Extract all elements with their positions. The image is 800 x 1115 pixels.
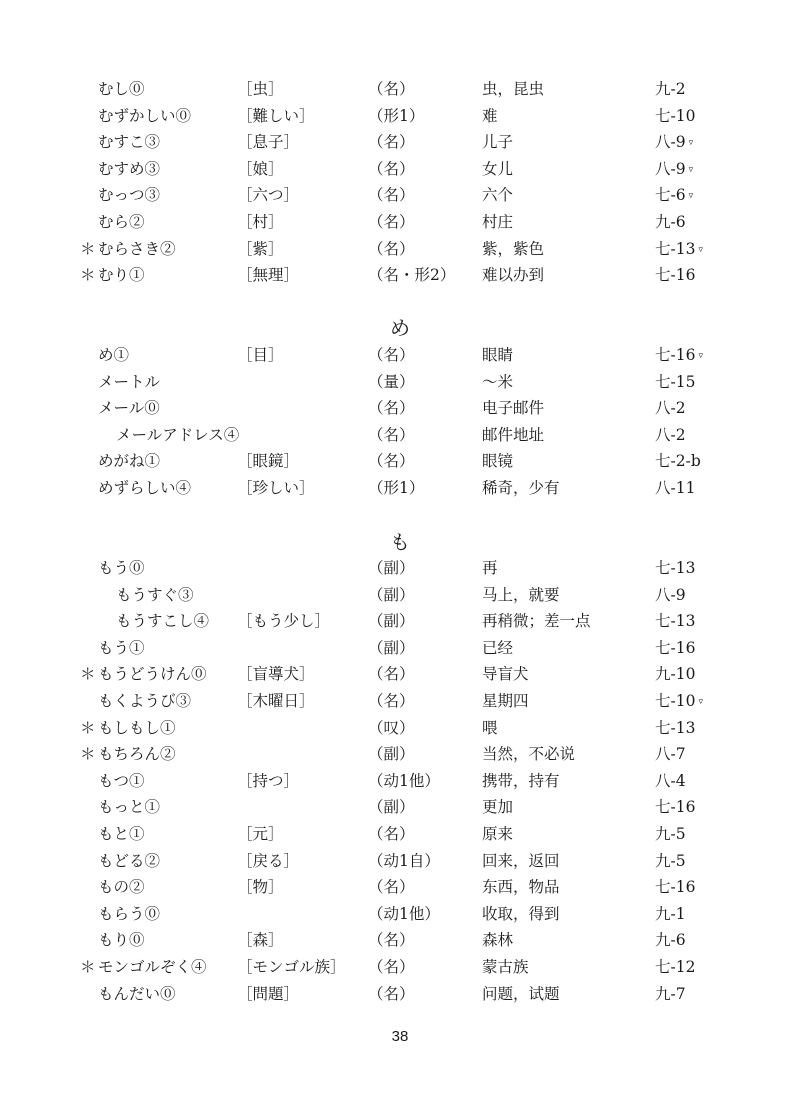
entry-lesson-text: 八-7 [655,745,686,764]
entry-lesson [655,635,698,663]
entry-lesson [655,342,703,370]
entry-row [0,448,800,475]
entry-meaning: 稀奇，少有 [482,478,560,497]
entry-meaning: 电子邮件 [482,399,545,418]
entry-kanji: ［持つ］ [237,771,300,790]
entry-kanji: ［村］ [237,212,284,231]
entry-meaning: 邮件地址 [482,425,545,444]
entry-lesson [655,848,689,876]
entry-meaning: ～米 [482,372,514,391]
entry-lesson-text: 八-9 [655,585,686,604]
entry-row [0,262,800,289]
entry-meaning: 当然，不必说 [482,745,576,764]
entry-row [0,635,800,662]
entry-lesson-text: 七-16 [655,878,696,897]
entry-row [0,129,800,156]
entry-list-mo [0,555,800,1007]
entry-word: もつ① [98,771,145,790]
entry-lesson [655,369,698,397]
entry-part-of-speech: （名） [368,399,415,418]
entry-word: もらう⓪ [98,904,161,923]
entry-meaning: 眼镜 [482,452,514,471]
entry-row [0,741,800,768]
entry-kanji: ［眼鏡］ [237,452,300,471]
entry-meaning: 难 [482,106,498,125]
entry-row [0,182,800,209]
entry-word: むら② [98,212,145,231]
entry-meaning: 眼睛 [482,346,514,364]
entry-word: メートル [98,372,161,391]
entry-word: メール⓪ [98,399,160,418]
entry-part-of-speech: （名） [368,878,415,897]
entry-lesson [655,981,689,1009]
entry-lesson-text: 八-9 [655,159,686,178]
entry-lesson [655,182,693,210]
entry-row [0,475,800,502]
entry-part-of-speech: （名） [368,957,415,976]
entry-part-of-speech: （名） [368,159,415,178]
entry-kanji: ［盲導犬］ [237,665,315,684]
entry-lesson-text: 九-1 [655,904,686,923]
entry-meaning: 更加 [482,798,514,817]
entry-word: もう⓪ [98,559,145,577]
entry-row [0,209,800,236]
entry-meaning: 马上，就要 [482,585,560,604]
entry-meaning: 女儿 [482,159,514,178]
entry-lesson-text: 七-16 [655,266,696,285]
triangle-mark-icon: ▿ [698,244,703,255]
entry-kanji: ［元］ [237,824,284,843]
entry-star-mark: ＊ [80,665,96,684]
entry-row [0,848,800,875]
entry-lesson [655,821,689,849]
entry-lesson [655,103,698,131]
section-heading-me: め [390,316,410,340]
entry-part-of-speech: （名） [368,824,415,843]
entry-lesson [655,741,689,769]
entry-part-of-speech: （名） [368,346,415,364]
entry-part-of-speech: （名） [368,931,415,950]
entry-lesson-text: 九-10 [655,665,696,684]
entry-row [0,688,800,715]
section-me [0,342,800,502]
entry-kanji: ［珍しい］ [237,478,315,497]
entry-lesson-text: 七-16 [655,638,696,657]
entry-star-mark: ＊ [80,239,96,258]
entry-lesson-text: 七-16 [655,346,696,364]
entry-star-mark: ＊ [80,745,96,764]
entry-row [0,342,800,369]
entry-lesson [655,954,698,982]
entry-word: もうどうけん⓪ [98,665,207,684]
entry-meaning: 喂 [482,718,498,737]
entry-part-of-speech: （形1） [368,106,425,125]
entry-meaning: 回来，返回 [482,851,560,870]
entry-row [0,103,800,130]
triangle-mark-icon: ▿ [688,164,694,175]
entry-meaning: 收取，得到 [482,904,560,923]
entry-row [0,661,800,688]
entry-row [0,395,800,422]
entry-kanji: ［六つ］ [237,186,300,205]
entry-lesson-text: 八-2 [655,425,686,444]
section-mo [0,555,800,1007]
entry-part-of-speech: （叹） [368,718,415,737]
entry-lesson [655,209,689,237]
entry-lesson-text: 八-11 [655,478,696,497]
entry-part-of-speech: （动1自） [368,851,440,870]
entry-kanji: ［無理］ [237,266,300,285]
entry-row [0,582,800,609]
entry-kanji: ［虫］ [237,80,284,98]
entry-lesson-text: 七-15 [655,372,696,391]
entry-word: もうすこし④ [116,612,210,631]
entry-meaning: 难以办到 [482,266,545,285]
entry-word: もり⓪ [98,931,145,950]
entry-lesson-text: 七-13 [655,612,696,631]
entry-meaning: 星期四 [482,691,529,710]
entry-word: もの② [98,878,145,897]
entry-row [0,156,800,183]
entry-row [0,369,800,396]
entry-lesson-text: 七-12 [655,957,696,976]
entry-lesson-text: 九-6 [655,212,686,231]
entry-meaning: 蒙古族 [482,957,529,976]
entry-kanji: ［難しい］ [237,106,315,125]
entry-lesson [655,927,689,955]
entry-word: むすこ③ [98,133,161,152]
entry-word: もちろん② [98,745,176,764]
entry-kanji: ［物］ [237,878,284,897]
entry-word: むずかしい⓪ [98,106,192,125]
entry-row [0,76,800,103]
entry-kanji: ［モンゴル族］ [237,957,346,976]
entry-lesson-text: 九-2 [655,80,686,98]
entry-lesson-text: 七-13 [655,718,696,737]
entry-row [0,422,800,449]
entry-lesson [655,715,698,743]
entry-lesson-text: 七-16 [655,798,696,817]
triangle-mark-icon: ▿ [698,696,703,707]
entry-row [0,954,800,981]
entry-meaning: 儿子 [482,133,514,152]
entry-lesson [655,156,693,184]
entry-row [0,794,800,821]
entry-lesson-text: 七-13 [655,239,696,258]
triangle-mark-icon: ▿ [688,138,694,149]
entry-row [0,555,800,582]
entry-row [0,768,800,795]
entry-row [0,715,800,742]
entry-kanji: ［戻る］ [237,851,300,870]
entry-word: もうすぐ③ [116,585,194,604]
entry-lesson [655,395,689,423]
entry-row [0,608,800,635]
entry-part-of-speech: （副） [368,745,415,764]
entry-meaning: 村庄 [482,212,514,231]
entry-part-of-speech: （副） [368,612,415,631]
entry-lesson [655,608,698,636]
entry-lesson-text: 八-2 [655,399,686,418]
entry-lesson [655,129,693,157]
entry-lesson [655,874,698,902]
entry-part-of-speech: （名） [368,133,415,152]
entry-word: むし⓪ [98,80,145,98]
entry-meaning: 再稍微；差一点 [482,612,591,631]
entry-word: むり① [98,266,145,285]
entry-lesson-text: 八-9 [655,133,686,152]
triangle-mark-icon: ▿ [688,191,694,202]
entry-lesson [655,236,703,264]
entry-word: もしもし① [98,718,176,737]
entry-word: もくようび③ [98,691,192,710]
entry-word: めがね① [98,452,161,471]
entry-part-of-speech: （名） [368,212,415,231]
entry-row [0,927,800,954]
entry-part-of-speech: （动1他） [368,771,440,790]
entry-meaning: 原来 [482,824,514,843]
entry-row [0,236,800,263]
entry-part-of-speech: （名・形2） [368,266,456,285]
entry-part-of-speech: （名） [368,425,415,444]
entry-kanji: ［問題］ [237,984,300,1003]
entry-meaning: 东西，物品 [482,878,560,897]
entry-lesson [655,262,698,290]
entry-word: むすめ③ [98,159,161,178]
entry-part-of-speech: （副） [368,585,415,604]
entry-row [0,901,800,928]
entry-lesson [655,901,689,929]
entry-word: め① [98,346,130,364]
entry-lesson-text: 七-10 [655,106,696,125]
entry-lesson [655,582,689,610]
entry-star-mark: ＊ [80,957,96,976]
entry-word: めずらしい④ [98,478,192,497]
entry-lesson-text: 七-10 [655,691,696,710]
entry-row [0,821,800,848]
entry-part-of-speech: （动1他） [368,904,440,923]
entry-part-of-speech: （副） [368,559,415,577]
entry-lesson-text: 九-5 [655,824,686,843]
entry-row [0,981,800,1008]
entry-kanji: ［紫］ [237,239,284,258]
entry-part-of-speech: （副） [368,638,415,657]
entry-part-of-speech: （名） [368,665,415,684]
entry-word: メールアドレス④ [116,425,240,444]
entry-lesson [655,448,704,476]
triangle-mark-icon: ▿ [698,351,703,361]
entry-part-of-speech: （名） [368,80,415,98]
entry-word: モンゴルぞく④ [98,957,207,976]
entry-row [0,874,800,901]
entry-star-mark: ＊ [80,266,96,285]
entry-kanji: ［木曜日］ [237,691,315,710]
entry-part-of-speech: （形1） [368,478,425,497]
entry-word: もどる② [98,851,161,870]
entry-kanji: ［目］ [237,346,284,364]
entry-part-of-speech: （名） [368,691,415,710]
entry-meaning: 紫，紫色 [482,239,545,258]
entry-meaning: 导盲犬 [482,665,529,684]
section-mu [0,76,800,289]
entry-lesson [655,768,689,796]
entry-lesson [655,555,698,583]
entry-meaning: 已经 [482,638,514,657]
entry-part-of-speech: （名） [368,984,415,1003]
entry-word: もと① [98,824,145,843]
entry-lesson [655,76,689,104]
section-heading-mo: も [390,530,410,554]
entry-kanji: ［もう少し］ [237,612,331,631]
entry-list-mu [0,76,800,289]
entry-lesson-text: 八-4 [655,771,686,790]
entry-lesson-text: 九-6 [655,931,686,950]
entry-meaning: 六个 [482,186,514,205]
entry-lesson [655,661,698,689]
entry-meaning: 虫，昆虫 [482,80,545,98]
entry-word: むらさき② [98,239,176,258]
entry-word: もんだい⓪ [98,984,176,1003]
entry-star-mark: ＊ [80,718,96,737]
entry-lesson [655,422,689,450]
entry-kanji: ［息子］ [237,133,300,152]
entry-lesson-text: 七-2-b [655,452,701,471]
entry-lesson-text: 七-6 [655,186,686,205]
entry-part-of-speech: （名） [368,239,415,258]
entry-part-of-speech: （副） [368,798,415,817]
entry-kanji: ［娘］ [237,159,284,178]
entry-part-of-speech: （名） [368,452,415,471]
entry-meaning: 再 [482,559,498,577]
entry-kanji: ［森］ [237,931,284,950]
entry-word: むっつ③ [98,186,161,205]
entry-word: もっと① [98,798,161,817]
entry-lesson-text: 九-7 [655,984,686,1003]
entry-lesson-text: 九-5 [655,851,686,870]
entry-list-me [0,342,800,502]
page-number: 38 [391,1028,409,1045]
entry-lesson [655,475,698,503]
entry-meaning: 问题，试题 [482,984,560,1003]
entry-lesson [655,794,698,822]
entry-meaning: 森林 [482,931,514,950]
entry-lesson-text: 七-13 [655,559,696,577]
entry-part-of-speech: （名） [368,186,415,205]
entry-meaning: 携带，持有 [482,771,560,790]
entry-part-of-speech: （量） [368,372,415,391]
entry-lesson [655,688,703,716]
entry-word: もう① [98,638,145,657]
